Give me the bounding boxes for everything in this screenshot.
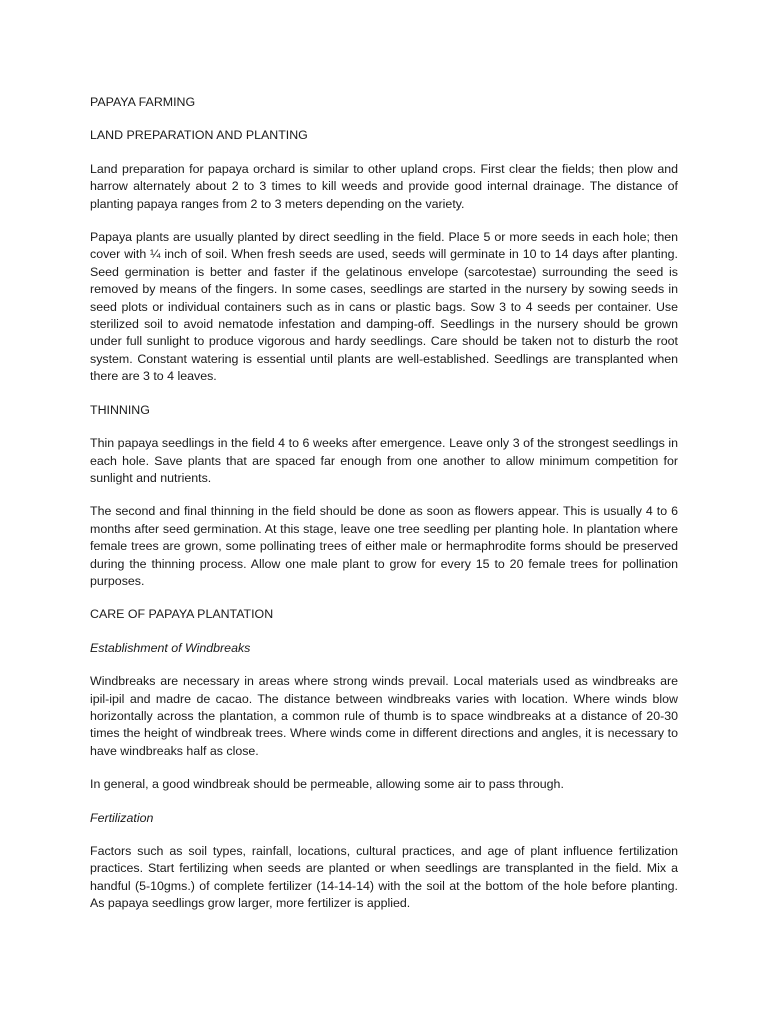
paragraph-land-preparation: Land preparation for papaya orchard is similar to other upland crops. First clear the fields; then plow and harrow alternately about 2 to 3 times to kill weeds and provide good internal drainage. The distance of planting papaya ranges from 2 to 3 meters depending on the variety.: [90, 161, 678, 211]
paragraph-thinning-first: Thin papaya seedlings in the field 4 to 6 weeks after emergence. Leave only 3 of the strongest seedlings in each hole. Save plants that are spaced far enough from one another to allow minimum competition for sunlight and nutrients.: [90, 436, 678, 485]
document-body: [90, 94, 678, 929]
subheading-windbreaks: Establishment of Windbreaks: [90, 640, 251, 655]
section-heading-thinning: THINNING: [90, 402, 150, 417]
paragraph-windbreak-permeable: In general, a good windbreak should be permeable, allowing some air to pass through.: [90, 777, 564, 792]
paragraph-planting: Papaya plants are usually planted by direct seedling in the field. Place 5 or more seeds in each hole; then cover with ¼ inch of soil. When fresh seeds are used, seeds will germinate in 10 to 14 days after planting. Seed germination is better and faster if the gelatinous envelope (sarcotestae) surrounding the seed is removed by means of the fingers. In some cases, seedlings are started in the nursery by sowing seeds in seed plots or individual containers such as in cans or plastic bags. Sow 3 to 4 seeds per container. Use sterilized soil to avoid nematode infestation and damping-off. Seedlings in the nursery should be grown under full sunlight to produce vigorous and hardy seedlings. Care should be taken not to disturb the root system. Constant watering is essential until plants are well-established. Seedlings are transplanted when there are 3 to 4 leaves.: [90, 230, 678, 384]
section-heading-care: CARE OF PAPAYA PLANTATION: [90, 607, 274, 622]
document-title: PAPAYA FARMING: [90, 95, 196, 109]
paragraph-windbreaks: Windbreaks are necessary in areas where strong winds prevail. Local materials used as windbreaks are ipil-ipil and madre de cacao. The distance between windbreaks varies with location. Where winds blow horizontally across the plantation, a common rule of thumb is to space windbreaks at a distance of 20-30 times the height of windbreak trees. Where winds come in different directions and angles, it is necessary to have windbreaks half as close.: [90, 674, 678, 758]
section-heading-land-preparation: LAND PREPARATION AND PLANTING: [90, 128, 308, 143]
paragraph-fertilization: Factors such as soil types, rainfall, locations, cultural practices, and age of plant influence fertilization practices. Start fertilizing when seeds are planted or when seedlings are transplanted in the field. Mix a handful (5-10gms.) of complete fertilizer (14-14-14) with the soil at the bottom of the hole before planting. As papaya seedlings grow larger, more fertilizer is applied.: [90, 844, 678, 911]
subheading-fertilization: Fertilization: [90, 810, 154, 825]
paragraph-thinning-second: The second and final thinning in the field should be done as soon as flowers appear. This is usually 4 to 6 months after seed germination. At this stage, leave one tree seedling per planting hole. In plantation where female trees are grown, some pollinating trees of either male or hermaphrodite forms should be preserved during the thinning process. Allow one male plant to grow for every 15 to 20 female trees for pollination purposes.: [90, 504, 678, 588]
